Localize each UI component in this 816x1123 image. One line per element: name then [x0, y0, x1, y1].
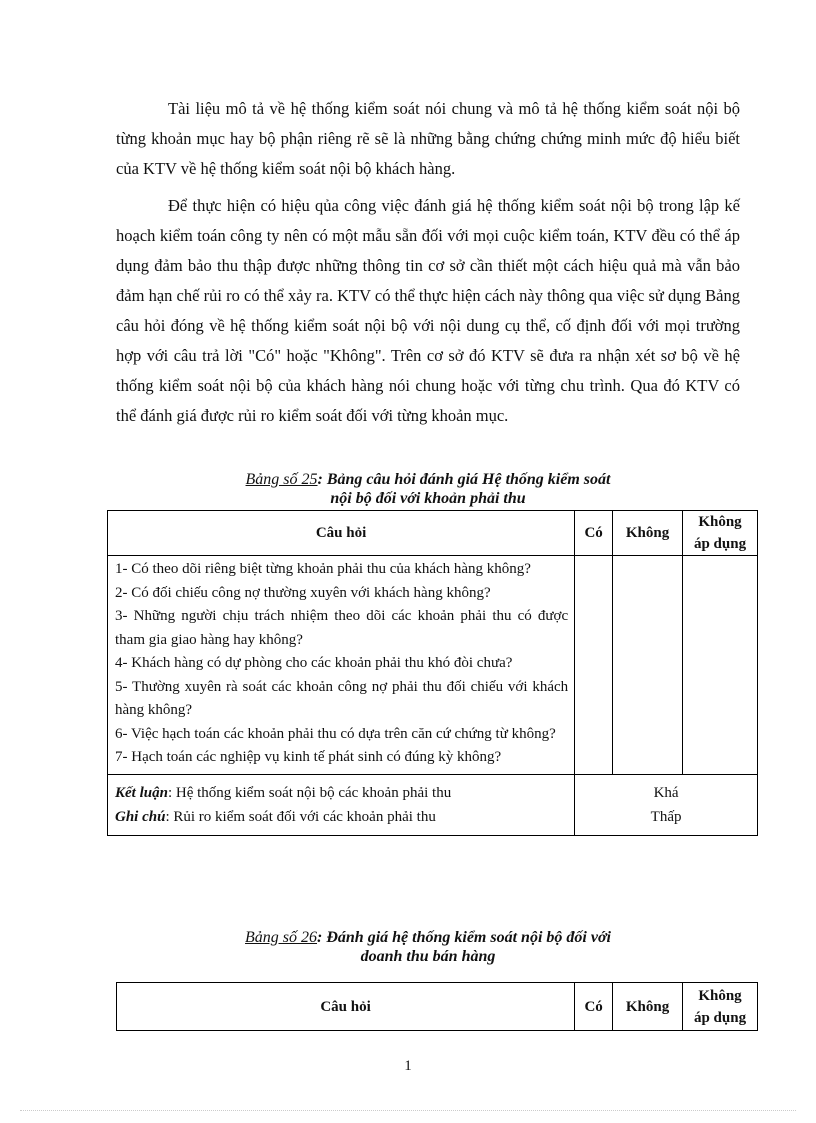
note-value: Thấp	[650, 808, 682, 825]
header-yes: Có	[575, 511, 613, 556]
header-na-line2: áp dụng	[693, 536, 747, 552]
yes-answer-cell	[575, 556, 613, 775]
header-yes: Có	[575, 983, 613, 1031]
conclusion-text: : Hệ thống kiểm soát nội bộ các khoản phải thu	[167, 784, 452, 801]
table-header-row	[117, 983, 758, 1031]
na-answer-cell	[683, 556, 758, 775]
conclusion-value: Khá	[653, 784, 679, 801]
note-label: Ghi chú	[115, 808, 166, 825]
question-item: 7- Hạch toán các nghiệp vụ kinh tế phát sinh có đúng kỳ không?	[115, 749, 502, 765]
header-na-line2: áp dụng	[693, 1009, 747, 1026]
header-not-applicable	[683, 983, 758, 1031]
table-header-row	[108, 511, 758, 556]
header-no: Không	[613, 511, 683, 556]
header-not-applicable	[683, 511, 758, 556]
revenue-questionnaire-table	[116, 982, 758, 1031]
questions-cell	[108, 556, 575, 775]
caption-title: : Đánh giá hệ thống kiểm soát nội bộ đối với	[317, 929, 611, 946]
paragraph-1: Tài liệu mô tả về hệ thống kiểm soát nói chung và mô tả hệ thống kiểm soát nội bộ từng khoản mục hay bộ phận riêng rẽ sẽ là những bằng chứng chứng minh mức độ hiểu biết của KTV về hệ thống kiểm soát nội bộ khách hàng.	[116, 99, 740, 178]
conclusion-label: Kết luận	[115, 784, 168, 801]
page-bottom-divider	[20, 1110, 796, 1111]
caption-title-line2: nội bộ đối với khoản phải thu	[330, 490, 526, 507]
caption-title: : Bảng câu hỏi đánh giá Hệ thống kiểm soát	[317, 471, 611, 488]
table-25-caption	[116, 470, 740, 508]
question-item: 4- Khách hàng có dự phòng cho các khoản phải thu khó đòi chưa?	[115, 655, 513, 671]
paragraph-2: Để thực hiện có hiệu qủa công việc đánh giá hệ thống kiểm soát nội bộ trong lập kế hoạch kiểm toán công ty nên có một mẫu sẵn đối với mọi cuộc kiểm toán, KTV đều có thể áp dụng đảm bảo thu thập được những thông tin cơ sở cần thiết một cách hiệu quả mà vẫn bảo đảm hạn chế rủi ro có thể xảy ra. KTV có thể thực hiện cách này thông qua việc sử dụng Bảng câu hỏi đóng về hệ thống kiểm soát nội bộ với nội dung cụ thể, cố định đối với mọi trường hợp với câu trả lời "Có" hoặc "Không". Trên cơ sở đó KTV sẽ đưa ra nhận xét sơ bộ về hệ thống kiểm soát nội bộ của khách hàng nói chung hoặc với từng chu trình. Qua đó KTV có thể đánh giá được rủi ro kiểm soát đối với từng khoản mục.	[116, 196, 740, 425]
question-item: 1- Có theo dõi riêng biệt từng khoản phải thu của khách hàng không?	[115, 561, 531, 577]
caption-prefix: Bảng số 26	[245, 929, 318, 946]
questions-row	[108, 556, 758, 775]
header-question: Câu hỏi	[117, 983, 575, 1031]
caption-title-line2: doanh thu bán hàng	[360, 948, 496, 965]
note-text: : Rủi ro kiểm soát đối với các khoản phải thu	[165, 808, 436, 825]
question-item: 5- Thường xuyên rà soát các khoản công nợ phải thu đối chiếu với khách hàng không?	[115, 678, 569, 718]
page-number: 1	[404, 1058, 412, 1074]
conclusion-cell	[108, 774, 575, 835]
caption-prefix: Bảng số 25	[245, 471, 318, 488]
header-question: Câu hỏi	[108, 511, 575, 556]
question-item: 3- Những người chịu trách nhiệm theo dõi các khoản phải thu có được tham gia giao hàng hay không?	[115, 608, 569, 648]
question-item: 6- Việc hạch toán các khoản phải thu có dựa trên căn cứ chứng từ không?	[115, 725, 556, 742]
no-answer-cell	[613, 556, 683, 775]
conclusion-row	[108, 774, 758, 835]
receivables-questionnaire-table	[107, 510, 758, 836]
conclusion-values-cell	[575, 774, 758, 835]
header-na-line1: Không	[698, 514, 742, 530]
header-na-line1: Không	[698, 987, 742, 1004]
table-26-caption	[116, 928, 740, 966]
header-no: Không	[613, 983, 683, 1031]
question-item: 2- Có đối chiếu công nợ thường xuyên với khách hàng không?	[115, 584, 491, 601]
